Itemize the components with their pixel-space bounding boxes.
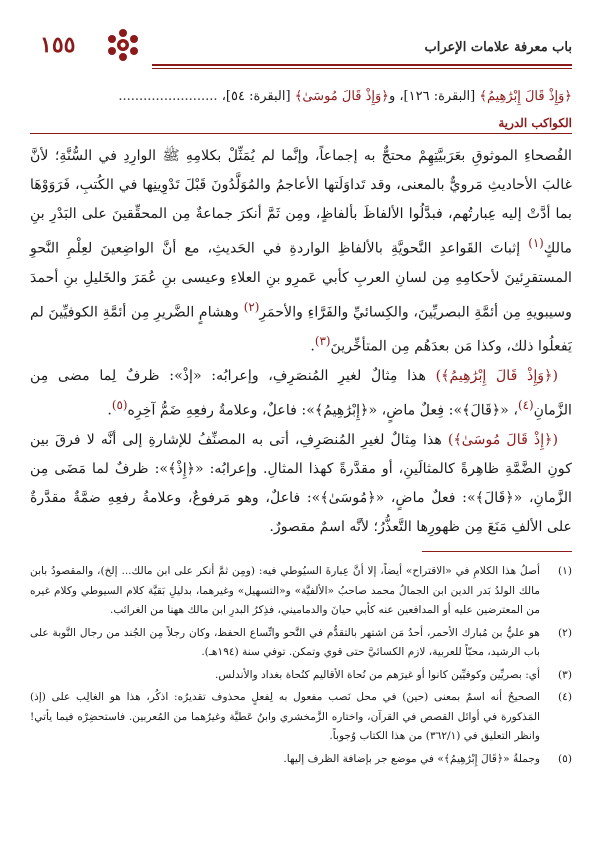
- main-text: [30, 142, 572, 542]
- footnote-number: (٣): [558, 668, 572, 681]
- section-rule: [30, 133, 572, 134]
- header-rule-thin: [152, 68, 572, 69]
- line-tail: ،: [221, 89, 226, 104]
- footnote-text: أصلُ هذا الكلامِ في «الاقتراح» أيضاً، إلا أنَّ عِبارةَ السيُوطي فيه: (ومِن ثمَّ أنكر على ابن مالك... إلخ)، والمقصودُ بابن مالك الولدُ بَدر الدين ابن الجمالُ محمد صاحبُ «الألفيَّة» و«التسهيل» وغيرهما، بدليلِ بَقيَّة كلام السيوطي وكلام غيره من المعترضين عليه أو المدافعين عنه كأبي حيانَ والدماميني، فذِكرُ البدرِ ابن مالك ههنا من الغرائب.: [30, 565, 540, 616]
- footnote-ref-5[interactable]: (٥): [111, 398, 128, 413]
- dotted-leader: ........................: [118, 89, 218, 104]
- footnote-text: الصحيحُ أنه اسمٌ بمعنى (حين) في محل نَصب مفعول به لِفعلٍ محذوف تقديرُه: اذكُر، هذا هو الغالِب على (إذ) المَذكورة في أوائل القصص في القرآن، واختاره الزَّمخشري وابنُ عَطيَّة وغيرُهما من المُعربين. فاستحضِرْه فيما يأتي! وانظر التعليق في (٣٦٢/١) من هذا الكتاب وُجوباً.: [30, 691, 540, 742]
- footnote-ref-2[interactable]: (٢): [243, 299, 260, 314]
- footnote: [30, 688, 572, 747]
- verse-reference-line: [30, 88, 572, 106]
- separator: ، و: [388, 89, 404, 104]
- page-number: ١٥٥: [40, 32, 76, 58]
- footnote-text: وجملةُ «﴿قَالَ إِبْرَٰهِيمُ﴾» في موضع جر بإضافة الظرف إليها.: [283, 752, 540, 765]
- section-title: الكواكب الدرية: [498, 116, 572, 130]
- paragraph-3: (﴿إِذْ قَالَ مُوسَىٰ﴾) هذا مِثالٌ لغيرِ المُنصَرِفِ، أتى به المصنِّفُ للإشارةِ إلى أنَّه لا فرقَ بين كونِ الضَّمَّةِ ظاهِرةً كالمثالَينِ، أو مقدَّرةً كهذا المثالِ. وإعرابُه: «﴿إِذْ﴾»: ظرفٌ لما مَضَى مِن الزَّمانِ، «﴿قَالَ﴾»: فعلٌ ماضٍ، «﴿مُوسَىٰ﴾»: فاعلٌ، وهو مَرفوعٌ، وعلامةُ رفعِهِ ضمَّةٌ مقدَّرةٌ على الألفِ مَنَعَ مِن ظهورِها التَّعذُّرُ؛ لأنَّه اسمٌ مقصورٌ.: [30, 431, 572, 535]
- footnote-separator: [422, 551, 572, 552]
- quran-quote-1: ﴿وَإِذْ قَالَ إِبْرَٰهِيمُ﴾: [479, 89, 572, 104]
- footnote-number: (٥): [558, 752, 572, 765]
- footnote-text: أي: بصريِّين وكوفيِّين كانوا أو غيرَهم من نُحاة الأقاليم كنُحاة بغداد والأندلس.: [214, 668, 540, 681]
- paragraph-2: (﴿وَإِذْ قَالَ إِبْرَٰهِيمُ﴾) هذا مِثالٌ لغيرِ المُنصَرِفِ، وإعرابُه: «إذْ»: ظرفٌ لِما مضى مِن الزَّمانِ$^{(٤)}$، «﴿قَالَ﴾»: فِعلٌ ماضٍ، «﴿إِبْرَٰهِيمُ﴾»: فاعلٌ، وعلامةُ رفعِهِ ضَمُّ آخِرِه$^{(٥)}$.: [30, 368, 572, 419]
- quran-quote: (﴿وَإِذْ قَالَ إِبْرَٰهِيمُ﴾): [435, 368, 558, 385]
- page-header: [40, 28, 572, 64]
- footnote: [30, 750, 572, 770]
- footnote-text: هو عليُّ بن مُبارك الأحمر، أحدُ مَن اشتهر بالتقدُّم في النَّحو واتِّساع الحفظ، وكان رجلاً مِن الجُند من رجال النَّوبة على باب الرشيد، محبّاً للعربية، لازم الكسائيَّ حتى قوي وتمكن. توفي سنة (١٩٤هـ).: [30, 626, 540, 658]
- quran-ref-1: [البقرة: ١٢٦]: [403, 89, 476, 104]
- footnote-number: (١): [558, 565, 572, 577]
- quran-quote: (﴿إِذْ قَالَ مُوسَىٰ﴾): [447, 431, 558, 448]
- footnote-number: (٢): [558, 626, 572, 639]
- footnote: [30, 666, 572, 686]
- footnote-ref-1[interactable]: (١): [528, 236, 544, 250]
- star-flower-icon: [104, 28, 142, 62]
- footnote-ref-4[interactable]: (٤): [517, 398, 534, 413]
- footnote: [30, 624, 572, 663]
- header-rule: [152, 64, 572, 66]
- footnote-ref-3[interactable]: (٣): [314, 334, 331, 349]
- page-number-badge: [40, 28, 150, 62]
- footnote-number: (٤): [558, 691, 572, 703]
- quran-ref-2: [البقرة: ٥٤]: [225, 89, 291, 104]
- footnote: [30, 562, 572, 621]
- footnotes: [30, 562, 572, 772]
- quran-quote-2: ﴿وَإِذْ قَالَ مُوسَىٰ﴾: [294, 89, 389, 104]
- chapter-title: باب معرفة علامات الإعراب: [424, 40, 572, 55]
- paragraph-1: الفُصحاءِ الموثوقِ بعَرَبيَّتِهِمْ محتجٌّ به إجماعاً، وإنَّما لم يُمَثِّلْ بكلامِهِ ﷺ الوارِدِ في السُّنَّةِ؛ لأنَّ غالبَ الأحاديثِ مَرويٌّ بالمعنى، وقد تَداوَلَتها الأعاجمُ والمُوَلَّدُونَ قَبْلَ تَدْوِينِها في الكُتبِ، فَرَوَوْهَا بما أدَّتْ إليه عِبارتُهم، فبدَّلُوا الألفاظَ بألفاظٍ، ومِن ثَمَّ أنكرَ جماعةٌ مِن المحقِّقينَ على البَدْرِ بنِ مالكٍ$^{(١)}$ إثباتَ القَواعدِ النَّحويَّةِ بالألفاظِ الواردةِ في الحَديثِ، مع أنَّ الواضِعينَ لعِلْمِ النَّحوِ المستقرِئينَ لأحكامِهِ مِن لسانِ العربِ كأبي عَمرِو بنِ العلاءِ وعيسى بنِ عُمَرَ والخَليلِ بنِ أحمدَ وسيبويهِ مِن أئمَّةِ البصريِّينَ، والكِسائيِّ والفَرَّاءِ والأحمَرِ$^{(٢)}$ وهشامٍ الضَّريرِ مِن أئمَّةِ الكوفيِّينَ لم يَفعلُوا ذلك، وكذا مَن بعدَهُم مِن المتأخِّرينَ$^{(٣)}$.: [30, 148, 572, 356]
